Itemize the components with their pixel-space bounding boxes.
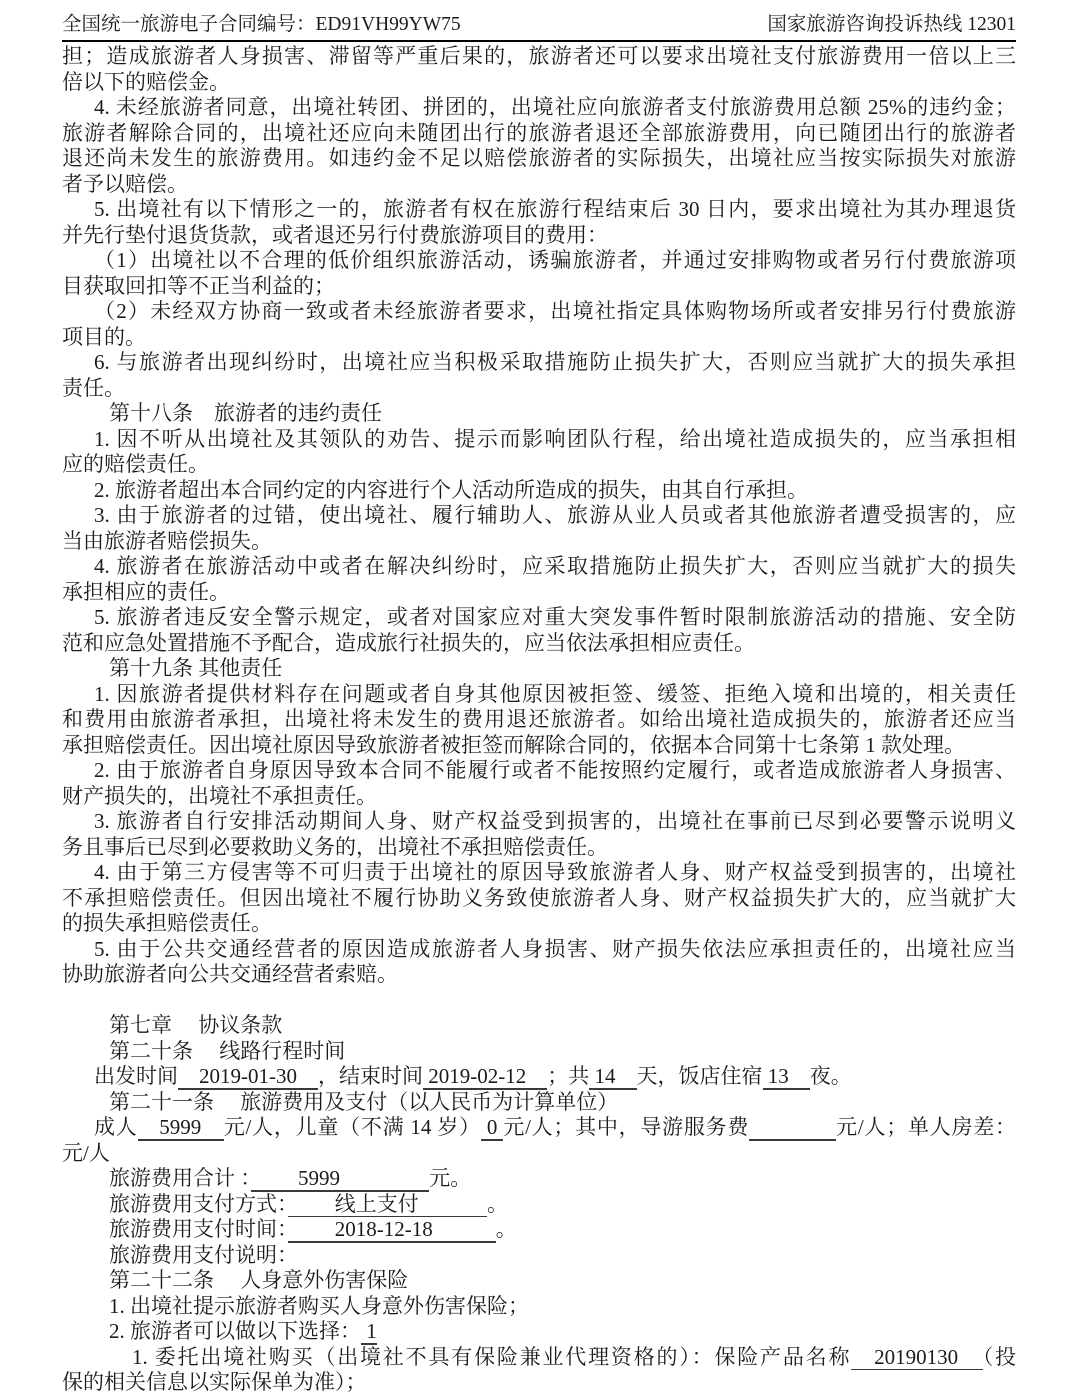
text-line: 4. 未经旅游者同意，出境社转团、拼团的，出境社应向旅游者支付旅游费用总额 25%的违约金； [94, 95, 1016, 119]
fill-in-value: 13 [762, 1064, 810, 1088]
document-lines [62, 42, 1016, 1394]
text-line: 5. 出境社有以下情形之一的，旅游者有权在旅游行程结束后 30 日内，要求出境社为其办理退货 [94, 197, 1016, 221]
price-line: 成人 5999 元/人，儿童（不满 14 岁） 0 元/人；其中，导游服务费 元/人；单人房差： [94, 1115, 1016, 1139]
article-heading: 第二十一条 旅游费用及支付（以人民币为计算单位） [109, 1089, 619, 1114]
text-line: 范和应急处置措施不予配合，造成旅行社损失的，应当依法承担相应责任。 [62, 630, 755, 655]
text-line: 目获取回扣等不正当利益的； [62, 273, 335, 298]
trip-dates-line: 出发时间 2019-01-30 ，结束时间 2019-02-12 ；共 14 天，饭店住宿 13 夜。 [94, 1064, 852, 1088]
fill-in-value: 20190130 [851, 1344, 983, 1369]
text-line: 应的赔偿责任。 [62, 452, 209, 476]
text-line: 协助旅游者向公共交通经营者索赔。 [62, 962, 398, 986]
text-line: 和费用由旅游者承担，出境社将未发生的费用退还旅游者。如给出境社造成损失的，旅游者还应当 [62, 707, 1016, 731]
text-line: 旅游者解除合同的，出境社还应向未随团出行的旅游者退还全部旅游费用，向已随团出行的旅游者 [62, 120, 1016, 145]
text-line: 1. 因旅游者提供材料存在问题或者自身其他原因被拒签、缓签、拒绝入境和出境的，相关责任 [94, 681, 1016, 706]
text-line: 财产损失的，出境社不承担责任。 [62, 783, 377, 808]
fill-in-value [749, 1115, 836, 1141]
text-line: 元/人 [62, 1140, 110, 1165]
page-header [62, 0, 1016, 42]
article-heading: 第十九条 其他责任 [109, 656, 283, 680]
text-line: 退还尚未发生的旅游费用。如违约金不足以赔偿旅游者的实际损失，出境社应当按实际损失对旅游 [62, 146, 1016, 170]
article-heading: 第二十条 线路行程时间 [109, 1038, 346, 1063]
text-line: 项目的。 [62, 324, 146, 349]
text-line: 5. 由于公共交通经营者的原因造成旅游者人身损害、财产损失依法应承担责任的，出境社应当 [94, 936, 1016, 961]
text-line: 4. 由于第三方侵害等不可归责于出境社的原因导致旅游者人身、财产权益受到损害的，出境社 [94, 860, 1016, 884]
text-line: 不承担赔偿责任。但因出境社不履行协助义务致使旅游者人身、财产权益损失扩大的，应当就扩大 [62, 885, 1016, 910]
payment-method-line: 旅游费用支付方式： 线上支付 。 [109, 1191, 508, 1216]
text-line: （1）出境社以不合理的低价组织旅游活动，诱骗旅游者，并通过安排购物或者另行付费旅游项 [94, 248, 1016, 272]
fill-in-value: 0 [480, 1115, 504, 1139]
text-line: 1. 因不听从出境社及其领队的劝告、提示而影响团队行程，给出境社造成损失的，应当承担相 [94, 426, 1016, 451]
article-heading: 第二十二条 人身意外伤害保险 [109, 1268, 409, 1292]
text-line: 4. 旅游者在旅游活动中或者在解决纠纷时，应采取措施防止损失扩大，否则应当就扩大的损失 [94, 554, 1016, 578]
text-line: 责任。 [62, 375, 125, 400]
text-line: 2. 由于旅游者自身原因导致本合同不能履行或者不能按照约定履行，或者造成旅游者人身损害、 [94, 758, 1016, 782]
fill-in-value: 2019-01-30 [178, 1064, 318, 1088]
text-line: 倍以下的赔偿金。 [62, 69, 230, 94]
text-line: 并先行垫付退货货款，或者退还另行付费旅游项目的费用： [62, 222, 608, 247]
text-line: 3. 由于旅游者的过错，使出境社、履行辅助人、旅游从业人员或者其他旅游者遭受损害的，应 [94, 503, 1016, 527]
total-fee-line: 旅游费用合计 ： 5999 元。 [109, 1166, 472, 1190]
contract-number: 全国统一旅游电子合同编号：ED91VH99YW75 [62, 14, 461, 35]
text-line: 保的相关信息以实际保单为准）； [62, 1370, 367, 1394]
article-heading: 第十八条 旅游者的违约责任 [109, 401, 382, 425]
fill-in-value: 线上支付 [287, 1191, 487, 1216]
payment-date-line: 旅游费用支付时间： 2018-12-18 。 [109, 1217, 517, 1241]
text-line: 务且事后已尽到必要救助义务的，出境社不承担赔偿责任。 [62, 834, 608, 859]
text-line: 3. 旅游者自行安排活动期间人身、财产权益受到损害的，出境社在事前已尽到必要警示说明义 [94, 809, 1016, 833]
text-line: 承担赔偿责任。因出境社原因导致旅游者被拒签而解除合同的，依据本合同第十七条第 1 款处理。 [62, 732, 965, 757]
insurance-choice-line: 2. 旅游者可以做以下选择： 1 [109, 1319, 377, 1343]
text-line: 当由旅游者赔偿损失。 [62, 528, 272, 553]
fill-in-value: 2019-02-12 [423, 1064, 548, 1088]
fill-in-value: 2018-12-18 [287, 1217, 496, 1241]
text-line: 1. 出境社提示旅游者购买人身意外伤害保险； [109, 1293, 529, 1318]
text-line: 的损失承担赔偿责任。 [62, 911, 272, 935]
payment-note-line: 旅游费用支付说明： [109, 1242, 298, 1267]
fill-in-value: 1 [361, 1319, 377, 1343]
fill-in-value: 5999 [137, 1115, 224, 1139]
insurance-product-line: 1. 委托出境社购买（出境社不具有保险兼业代理资格的）：保险产品名称 20190130 （投 [132, 1344, 1016, 1369]
fill-in-value: 14 [589, 1064, 637, 1088]
text-line: 者予以赔偿。 [62, 171, 188, 196]
blank-line [62, 988, 1016, 1014]
fill-in-value: 5999 [250, 1166, 430, 1190]
text-line: 5. 旅游者违反安全警示规定，或者对国家应对重大突发事件暂时限制旅游活动的措施、安全防 [94, 605, 1016, 629]
text-line: 6. 与旅游者出现纠纷时，出境社应当积极采取措施防止损失扩大，否则应当就扩大的损失承担 [94, 350, 1016, 374]
chapter-heading: 第七章 协议条款 [109, 1013, 283, 1037]
text-line: 承担相应的责任。 [62, 579, 230, 604]
hotline: 国家旅游咨询投诉热线 12301 [767, 14, 1016, 35]
text-line: 担；造成旅游者人身损害、滞留等严重后果的，旅游者还可以要求出境社支付旅游费用一倍以上三 [62, 44, 1016, 68]
text-line: 2. 旅游者超出本合同约定的内容进行个人活动所造成的损失，由其自行承担。 [94, 477, 808, 502]
text-line: （2）未经双方协商一致或者未经旅游者要求，出境社指定具体购物场所或者安排另行付费旅游 [94, 299, 1016, 323]
